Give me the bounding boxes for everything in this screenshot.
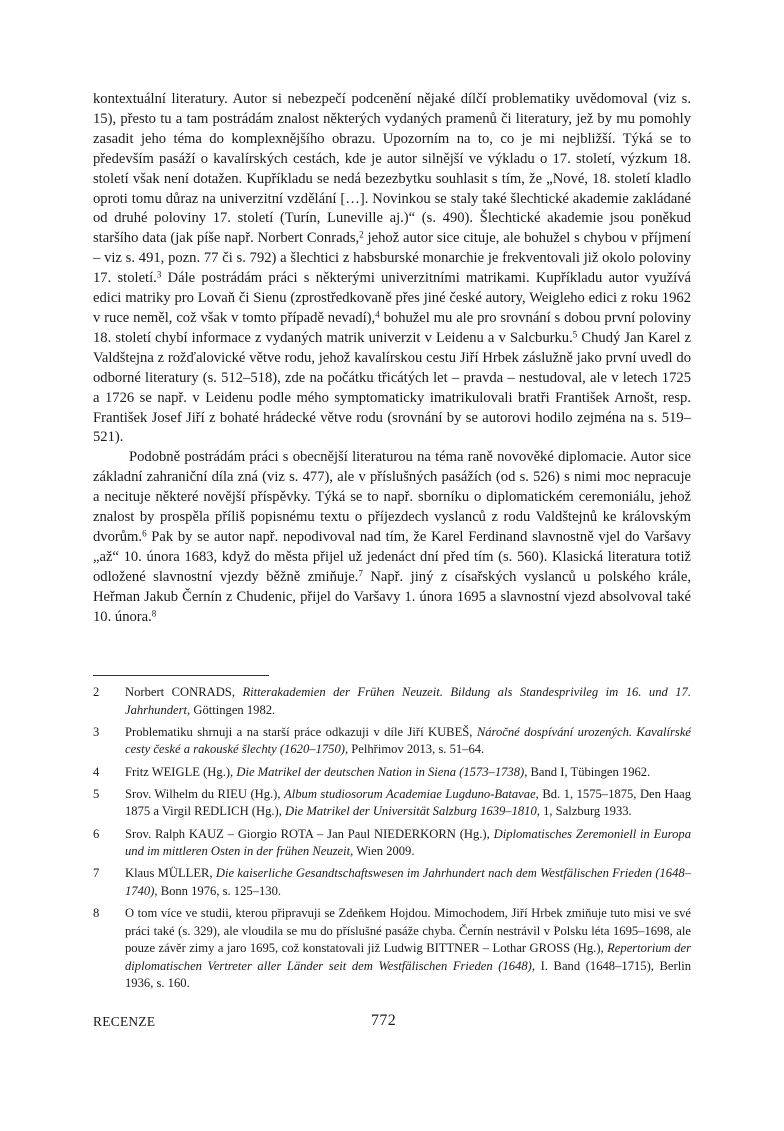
italic-title: Repertorium der diplomatischen Vertreter aller Länder seit dem Westfälischen Frieden (1648) <box>125 941 691 973</box>
text-run: , Bonn 1976, s. 125–130. <box>154 883 282 898</box>
footnote-number: 7 <box>93 866 100 881</box>
footnote-item <box>93 905 691 993</box>
footnote-marker: 7 <box>358 568 363 579</box>
footnote-item <box>93 684 691 719</box>
text-run: kontextuální literatury. Autor si nebezpečí podcenění nějaké dílčí problematiky uvědomoval (viz s. 15), přesto tu a tam postrádám znalost některých vydaných pramenů či literatury, jež by mu pomohly zasadit jeho téma do komplexnějšího obrazu. Upozorním na to, co je mi nejbližší. Týká se to především pasáží o kavalírských cestách, kde je autor silnější ve výkladu o 17. století, výzkum 18. století však není dotažen. Kupříkladu se nedá bezezbytku souhlasit s tím, že „Nové, 18. století kladlo oproti tomu důraz na univerzitní vzdělání […]. Novinkou se staly také šlechtické akademie zakládané od druhé poloviny 17. století (Turín, Luneville aj.)“ (s. 490). Šlechtické akademie jsou poněkud staršího data (jak píše např. Norbert Conrads, <box>93 91 691 247</box>
footnote-number: 5 <box>93 786 100 801</box>
footnote-marker: 6 <box>142 528 147 539</box>
text-run: bohužel mu ale pro srovnání s dobou první poloviny 18. století chybí informace z vydaných matrik univerzit v Leidenu a v Salcburku. <box>93 309 691 346</box>
text-run: , I. Band (1648–1715), Berlin 1936, s. 160. <box>125 958 692 991</box>
italic-title: Ritterakademien der Frühen Neuzeit. Bildung als Standesprivileg im 16. und 17. Jahrhundert <box>125 685 691 717</box>
main-text <box>93 90 691 627</box>
text-run: , Göttingen 1982. <box>187 702 276 717</box>
footnote-separator <box>93 675 269 676</box>
footnote-text <box>125 765 650 779</box>
italic-title: Diplomatisches Zeremoniell in Europa und im mittleren Osten in der frühen Neuzeit <box>125 826 691 859</box>
footnote-item <box>93 786 691 821</box>
footnote-text <box>125 725 691 757</box>
text-run: Pak by se autor např. nepodivoval nad tím, že Karel Ferdinand slavnostně vjel do Varšavy „až“ 10. února 1683, když do města přijel už jedenáct dní před tím (s. 560). Klasická literatura totiž odložené slavnostní vjezdy běžně zmiňuje. <box>93 528 691 585</box>
footnote-item <box>93 724 691 759</box>
text-run: , Wien 2009. <box>350 844 415 859</box>
footnote-marker: 4 <box>375 309 380 320</box>
footnote-number: 2 <box>93 685 100 699</box>
footnote-text <box>125 906 691 990</box>
italic-title: Die kaiserliche Gesandtschaftswesen im Jahrhundert nach dem Westfälischen Frieden (1648–1740) <box>125 866 691 898</box>
footnote-number: 8 <box>93 906 100 921</box>
text-run: Srov. Wilhelm du RIEU (Hg.), <box>125 786 285 801</box>
italic-title: Die Matrikel der deutschen Nation in Siena (1573–1738) <box>236 764 525 779</box>
text-run: Chudý Jan Karel z Valdštejna z rožďalovické větve rodu, jehož kavalírskou cestu Jiří Hrbek záslužně jako první uvedl do odborné literatury (s. 512–518), zde na počátku třicátých let – pravda – nestudoval, ale v letech 1725 a 1726 se např. v Leidenu podle mého symptomaticky imatrikulovali bratři František Arnošt, resp. František Josef Jiří z bohaté hrádecké větve rodu (srovnání by se autorovi hodilo zejména na s. 519–521). <box>93 329 691 446</box>
footnote-text <box>125 866 691 898</box>
text-run: Např. jiný z císařských vyslanců u polského krále, Heřman Jakub Černín z Chudenic, přijel do Varšavy 1. února 1695 a slavnostní vjezd absolvoval také 10. února. <box>93 568 691 625</box>
italic-title: Album studiosorum Academiae Lugduno-Batavae <box>284 786 536 801</box>
footnote-number: 3 <box>93 724 100 739</box>
paragraph <box>93 448 691 627</box>
text-run: Problematiku shrnuji a na starší práce odkazuji v díle Jiří KUBEŠ, <box>125 724 477 739</box>
section-label: RECENZE <box>93 1014 156 1029</box>
footnote-item <box>93 764 691 782</box>
text-run: Srov. Ralph KAUZ – Giorgio ROTA – Jan Paul NIEDERKORN (Hg.), <box>125 826 494 841</box>
footnote-marker: 5 <box>572 329 578 340</box>
footnotes <box>93 684 691 998</box>
text-run: , Band I, Tübingen 1962. <box>524 764 651 779</box>
page-number: 772 <box>371 1012 397 1029</box>
footnote-item <box>93 865 691 900</box>
text-run: O tom více ve studii, kterou připravuji se Zdeňkem Hojdou. Mimochodem, Jiří Hrbek zmiňuje tuto misi ve své práci také (s. 329), ale vloudila se mu do příslušné pasáže chyba. Černín nestrávil v Polsku léta 1695–1698, ale pouze závěr zimy a jaro 1695, což konstatovali již Ludwig BITTNER – Lothar GROSS (Hg.), <box>125 906 691 956</box>
text-run: Fritz WEIGLE (Hg.), <box>125 764 237 779</box>
italic-title: Die Matrikel der Universität Salzburg 1639–1810 <box>285 804 537 819</box>
footnote-number: 6 <box>93 826 100 841</box>
footnote-item <box>93 826 691 861</box>
text-run: Klaus MÜLLER, <box>125 866 216 881</box>
text-run: jehož autor sice cituje, ale bohužel s chybou v příjmení – viz s. 491, pozn. 77 či s. 792) a šlechtici z habsburské monarchie je frekventovali již okolo poloviny 17. století. <box>93 230 691 287</box>
text-run: , Pelhřimov 2013, s. 51–64. <box>344 742 485 757</box>
italic-title: Náročné dospívání urozených. Kavalírské cesty české a rakouské šlechty (1620–1750) <box>125 724 691 757</box>
footnote-text <box>125 685 691 717</box>
footnote-marker: 8 <box>151 608 157 619</box>
text-run: Dále postrádám práci s některými univerzitními matrikami. Kupříkladu autor využívá edici matriky pro Lovaň či Sienu (zprostředkovaně přes jiné české autory, Weigleho edici z roku 1962 v ruce neměl, což však v tomto případě nevadí), <box>93 270 691 326</box>
footnote-marker: 2 <box>359 230 364 240</box>
footnote-number: 4 <box>93 764 100 779</box>
text-run: , 1, Salzburg 1933. <box>536 804 632 819</box>
text-run: Podobně postrádám práci s obecnější literaturou na téma raně novověké diplomacie. Autor sice základní zahraniční díla zná (viz s. 477), ale v příslušných pasážích (od s. 526) s nimi moc nepracuje a necituje některé novější příspěvky. Týká se to např. sborníku o diplomatickém ceremoniálu, jehož znalost by prospěla příliš popisnému textu o příjezdech vyslanců z rodu Valdštejnů ke královským dvorům. <box>93 449 691 545</box>
text-run: , Bd. 1, 1575–1875, Den Haag 1875 a Virgil REDLICH (Hg.), <box>125 786 691 819</box>
footnote-text <box>125 827 691 859</box>
footnote-marker: 3 <box>156 269 162 280</box>
footnote-text <box>125 787 691 819</box>
text-run: Norbert CONRADS, <box>125 685 243 699</box>
paragraph <box>93 90 691 448</box>
